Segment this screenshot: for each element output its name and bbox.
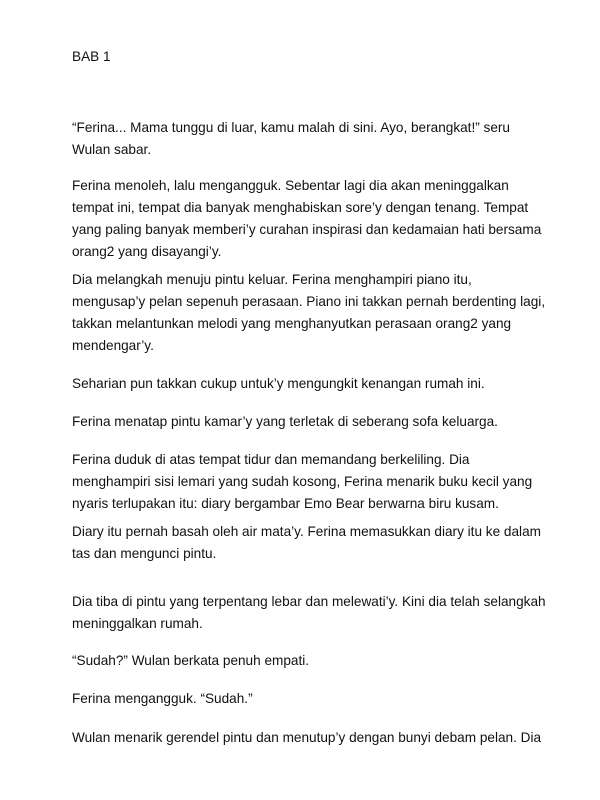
paragraph-9 xyxy=(72,650,309,672)
paragraph-5 xyxy=(72,411,498,433)
paragraph-1 xyxy=(72,117,510,161)
paragraph-line: meninggalkan rumah. xyxy=(72,616,203,631)
paragraph-line: Ferina duduk di atas tempat tidur dan memandang berkeliling. Dia xyxy=(72,452,470,467)
paragraph-line: Dia melangkah menuju pintu keluar. Ferina menghampiri piano itu, xyxy=(72,272,472,287)
chapter-title: BAB 1 xyxy=(72,49,111,64)
paragraph-line: “Ferina... Mama tunggu di luar, kamu malah di sini. Ayo, berangkat!” seru xyxy=(72,120,510,135)
paragraph-line: Wulan menarik gerendel pintu dan menutup’y dengan bunyi debam pelan. Dia xyxy=(72,730,542,745)
paragraph-line: “Sudah?” Wulan berkata penuh empati. xyxy=(72,653,310,668)
paragraph-10 xyxy=(72,688,253,710)
paragraph-2 xyxy=(72,175,541,263)
paragraph-line: Ferina menoleh, lalu mengangguk. Sebentar lagi dia akan meninggalkan xyxy=(72,178,509,193)
paragraph-line: nyaris terlupakan itu: diary bergambar Emo Bear berwarna biru kusam. xyxy=(72,496,499,511)
paragraph-line: takkan melantunkan melodi yang menghanyutkan perasaan orang2 yang xyxy=(72,316,512,331)
paragraph-7 xyxy=(72,521,541,565)
paragraph-line: mengusap’y pelan sepenuh perasaan. Piano ini takkan pernah berdenting lagi, xyxy=(72,294,546,309)
paragraph-line: yang paling banyak memberi’y curahan inspirasi dan kedamaian hati bersama xyxy=(72,222,542,237)
paragraph-8 xyxy=(72,591,546,635)
paragraph-line: tas dan mengunci pintu. xyxy=(72,546,217,561)
paragraph-line: Dia tiba di pintu yang terpentang lebar dan melewati’y. Kini dia telah selangkah xyxy=(72,594,546,609)
paragraph-line: menghampiri sisi lemari yang sudah kosong, Ferina menarik buku kecil yang xyxy=(72,474,533,489)
paragraph-line: Wulan sabar. xyxy=(72,142,152,157)
paragraph-3 xyxy=(72,269,545,357)
paragraph-line: mendengar’y. xyxy=(72,338,154,353)
paragraph-line: orang2 yang disayangi’y. xyxy=(72,244,222,259)
paragraph-line: Diary itu pernah basah oleh air mata’y. Ferina memasukkan diary itu ke dalam xyxy=(72,524,541,539)
paragraph-line: tempat ini, tempat dia banyak menghabiskan sore’y dengan tenang. Tempat xyxy=(72,200,529,215)
paragraph-6 xyxy=(72,449,532,515)
paragraph-4 xyxy=(72,373,485,395)
paragraph-line: Seharian pun takkan cukup untuk’y mengungkit kenangan rumah ini. xyxy=(72,376,485,391)
paragraph-11 xyxy=(72,727,541,749)
paragraph-line: Ferina mengangguk. “Sudah.” xyxy=(72,691,253,706)
paragraph-line: Ferina menatap pintu kamar’y yang terletak di seberang sofa keluarga. xyxy=(72,414,498,429)
